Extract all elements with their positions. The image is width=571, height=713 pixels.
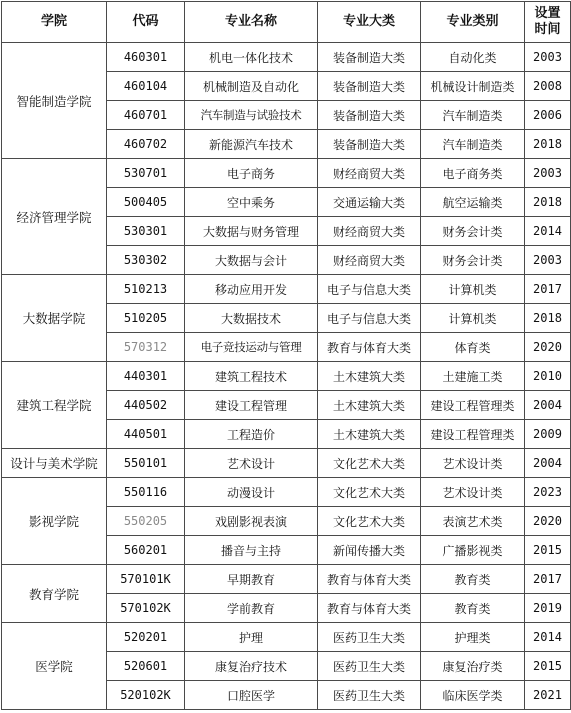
subcategory-cell: 财务会计类 [421,217,525,246]
header-college: 学院 [2,2,107,43]
major-name-cell: 大数据与财务管理 [185,217,318,246]
year-cell: 2009 [525,420,571,449]
major-name-cell: 康复治疗技术 [185,652,318,681]
year-cell: 2021 [525,681,571,710]
year-cell: 2020 [525,507,571,536]
major-name-cell: 建筑工程技术 [185,362,318,391]
header-year-line1: 设置 [534,6,561,21]
table-row [2,43,571,72]
college-name-cell: 经济管理学院 [2,159,107,275]
year-cell: 2003 [525,246,571,275]
code-cell: 530302 [107,246,185,275]
header-subcategory: 专业类别 [421,2,525,43]
category-cell: 教育与体育大类 [318,594,421,623]
subcategory-cell: 自动化类 [421,43,525,72]
year-cell: 2014 [525,623,571,652]
year-cell: 2003 [525,159,571,188]
subcategory-cell: 教育类 [421,565,525,594]
category-cell: 医药卫生大类 [318,652,421,681]
category-cell: 财经商贸大类 [318,246,421,275]
category-cell: 装备制造大类 [318,43,421,72]
college-name-cell: 智能制造学院 [2,43,107,159]
college-name-cell: 大数据学院 [2,275,107,362]
code-cell: 550205 [107,507,185,536]
major-name-cell: 播音与主持 [185,536,318,565]
code-cell: 530301 [107,217,185,246]
category-cell: 土木建筑大类 [318,391,421,420]
subcategory-cell: 艺术设计类 [421,449,525,478]
subcategory-cell: 汽车制造类 [421,130,525,159]
code-cell: 520102K [107,681,185,710]
code-cell: 460701 [107,101,185,130]
category-cell: 文化艺术大类 [318,478,421,507]
code-cell: 440502 [107,391,185,420]
year-cell: 2019 [525,594,571,623]
category-cell: 文化艺术大类 [318,449,421,478]
category-cell: 装备制造大类 [318,101,421,130]
major-name-cell: 电子商务 [185,159,318,188]
code-cell: 520201 [107,623,185,652]
year-cell: 2008 [525,72,571,101]
majors-table [1,1,571,710]
code-cell: 460301 [107,43,185,72]
subcategory-cell: 建设工程管理类 [421,391,525,420]
year-cell: 2017 [525,275,571,304]
subcategory-cell: 计算机类 [421,304,525,333]
subcategory-cell: 航空运输类 [421,188,525,217]
major-name-cell: 口腔医学 [185,681,318,710]
major-name-cell: 建设工程管理 [185,391,318,420]
category-cell: 新闻传播大类 [318,536,421,565]
header-category: 专业大类 [318,2,421,43]
subcategory-cell: 汽车制造类 [421,101,525,130]
table-header [2,2,571,43]
college-name-cell: 影视学院 [2,478,107,565]
major-name-cell: 电子竞技运动与管理 [185,333,318,362]
major-name-cell: 早期教育 [185,565,318,594]
code-cell: 460104 [107,72,185,101]
category-cell: 医药卫生大类 [318,681,421,710]
subcategory-cell: 土建施工类 [421,362,525,391]
code-cell: 440301 [107,362,185,391]
code-cell: 510213 [107,275,185,304]
code-cell: 550116 [107,478,185,507]
year-cell: 2010 [525,362,571,391]
major-name-cell: 大数据技术 [185,304,318,333]
code-cell: 560201 [107,536,185,565]
year-cell: 2017 [525,565,571,594]
major-name-cell: 护理 [185,623,318,652]
category-cell: 交通运输大类 [318,188,421,217]
header-row [2,2,571,43]
major-name-cell: 戏剧影视表演 [185,507,318,536]
table-row [2,449,571,478]
header-year-line2: 时间 [534,22,561,37]
header-code: 代码 [107,2,185,43]
major-name-cell: 机电一体化技术 [185,43,318,72]
category-cell: 文化艺术大类 [318,507,421,536]
category-cell: 教育与体育大类 [318,565,421,594]
code-cell: 550101 [107,449,185,478]
code-cell: 440501 [107,420,185,449]
major-name-cell: 空中乘务 [185,188,318,217]
table-row [2,362,571,391]
subcategory-cell: 表演艺术类 [421,507,525,536]
subcategory-cell: 财务会计类 [421,246,525,275]
code-cell: 460702 [107,130,185,159]
category-cell: 装备制造大类 [318,72,421,101]
year-cell: 2004 [525,449,571,478]
year-cell: 2014 [525,217,571,246]
subcategory-cell: 康复治疗类 [421,652,525,681]
category-cell: 财经商贸大类 [318,217,421,246]
category-cell: 土木建筑大类 [318,362,421,391]
major-name-cell: 工程造价 [185,420,318,449]
code-cell: 520601 [107,652,185,681]
year-cell: 2015 [525,536,571,565]
header-major: 专业名称 [185,2,318,43]
subcategory-cell: 教育类 [421,594,525,623]
category-cell: 财经商贸大类 [318,159,421,188]
category-cell: 电子与信息大类 [318,275,421,304]
major-name-cell: 汽车制造与试验技术 [185,101,318,130]
code-cell: 510205 [107,304,185,333]
code-cell: 570102K [107,594,185,623]
subcategory-cell: 临床医学类 [421,681,525,710]
table-row [2,159,571,188]
table-row [2,623,571,652]
table-row [2,478,571,507]
category-cell: 教育与体育大类 [318,333,421,362]
year-cell: 2023 [525,478,571,507]
college-name-cell: 教育学院 [2,565,107,623]
college-name-cell: 设计与美术学院 [2,449,107,478]
year-cell: 2003 [525,43,571,72]
subcategory-cell: 建设工程管理类 [421,420,525,449]
major-name-cell: 大数据与会计 [185,246,318,275]
subcategory-cell: 艺术设计类 [421,478,525,507]
subcategory-cell: 计算机类 [421,275,525,304]
major-name-cell: 移动应用开发 [185,275,318,304]
category-cell: 装备制造大类 [318,130,421,159]
header-year [525,2,571,43]
code-cell: 570101K [107,565,185,594]
college-name-cell: 建筑工程学院 [2,362,107,449]
year-cell: 2018 [525,304,571,333]
table-body [2,43,571,710]
college-name-cell: 医学院 [2,623,107,710]
subcategory-cell: 护理类 [421,623,525,652]
subcategory-cell: 机械设计制造类 [421,72,525,101]
code-cell: 500405 [107,188,185,217]
year-cell: 2006 [525,101,571,130]
year-cell: 2004 [525,391,571,420]
category-cell: 医药卫生大类 [318,623,421,652]
table-row [2,275,571,304]
table-row [2,565,571,594]
major-name-cell: 艺术设计 [185,449,318,478]
major-name-cell: 动漫设计 [185,478,318,507]
year-cell: 2015 [525,652,571,681]
year-cell: 2018 [525,130,571,159]
major-name-cell: 机械制造及自动化 [185,72,318,101]
subcategory-cell: 体育类 [421,333,525,362]
major-name-cell: 学前教育 [185,594,318,623]
year-cell: 2018 [525,188,571,217]
category-cell: 电子与信息大类 [318,304,421,333]
category-cell: 土木建筑大类 [318,420,421,449]
code-cell: 530701 [107,159,185,188]
subcategory-cell: 电子商务类 [421,159,525,188]
major-name-cell: 新能源汽车技术 [185,130,318,159]
year-cell: 2020 [525,333,571,362]
code-cell: 570312 [107,333,185,362]
subcategory-cell: 广播影视类 [421,536,525,565]
